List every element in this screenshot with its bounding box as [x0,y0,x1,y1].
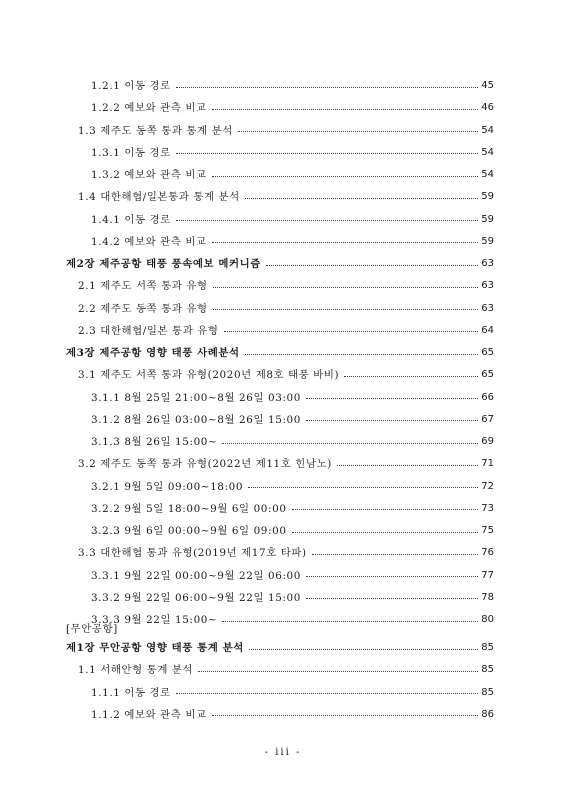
dot-leader [312,554,479,555]
toc-page-number: 85 [481,642,494,653]
page-number: - iii - [264,747,302,758]
toc-entry-label: 제3장 제주공항 영향 태풍 사례분석 [66,347,240,359]
toc-entry-label: 2.2 제주도 동쪽 통과 유형 [78,302,208,315]
toc-entry-label: 1.1.1 이동 경로 [91,686,171,699]
toc-page-number: 59 [481,235,494,247]
dot-leader [176,693,478,694]
toc-entry-label: 1.3.1 이동 경로 [91,146,171,159]
toc-page-number: 59 [481,191,494,203]
toc-page-number: 75 [481,525,494,536]
toc-page-number: 46 [481,102,494,114]
dot-leader [249,649,478,650]
toc-page-number: 65 [481,369,494,381]
toc-entry-label: 3.1.1 8월 25일 21:00~8월 26일 03:00 [91,391,301,404]
toc-entry-label: 1.1.2 예보와 관측 비교 [91,708,207,721]
toc-page-number: 76 [481,547,494,559]
toc-page-number: 59 [481,213,494,225]
dot-leader [306,576,478,577]
toc-page-number: 80 [481,614,494,625]
dot-leader [176,87,478,88]
toc-entry-row [91,390,494,406]
toc-page-number: 54 [481,146,494,158]
toc-page-number: 54 [481,124,494,136]
toc-chapter-row [66,256,494,272]
toc-entry-row [91,167,494,183]
toc-entry-label: 1.4.2 예보와 관측 비교 [91,235,207,248]
toc-entry-row [78,662,494,678]
toc-page-number: 64 [481,324,494,336]
toc-entry-row [91,212,494,228]
toc-chapter-row [66,345,494,361]
toc-entry-label: 3.1.2 8월 26일 03:00~8월 26일 15:00 [91,413,301,426]
toc-page-number: 85 [481,664,494,676]
toc-entry-row [78,123,494,139]
dot-leader [306,598,478,599]
toc-page-number: 54 [481,169,494,180]
toc-entry-label: 3.2.3 9월 6일 00:00~9월 6일 09:00 [91,525,287,537]
toc-entry-label: 3.2.1 9월 5일 09:00~18:00 [91,480,244,493]
toc-entry-row [91,434,494,450]
toc-entry-row [78,545,494,561]
toc-entry-label: 1.2.2 예보와 관측 비교 [91,102,207,115]
toc-entry-row [78,323,494,339]
toc-page-number: 63 [481,280,494,292]
toc-entry-row [78,278,494,294]
toc-entry-row [78,301,494,317]
toc-chapter-row [66,640,494,656]
dot-leader [266,265,478,266]
dot-leader [212,242,479,243]
toc-entry-label: 3.2 제주도 동쪽 통과 유형(2022년 제11호 힌남노) [78,458,332,471]
toc-entry-row [78,189,494,205]
toc-entry-row [91,234,494,250]
toc-entry-label: 3.3.3 9월 22일 15:00~ [91,614,218,626]
toc-entry-label: 3.1.3 8월 26일 15:00~ [91,436,218,448]
dot-leader [213,287,479,288]
toc-page-number: 45 [481,80,494,91]
toc-entry-label: 1.3.2 예보와 관측 비교 [91,169,207,181]
toc-entry-label: 3.3 대한해협 통과 유형(2019년 제17호 타파) [78,547,307,560]
dot-leader [337,465,478,466]
toc-entry-row [91,707,494,723]
toc-page-number: 67 [481,413,494,425]
dot-leader [306,398,478,399]
dot-leader [245,354,479,355]
toc-page-number: 86 [481,708,494,720]
section-header: [무안공항] [66,623,118,635]
toc-entry-row [91,78,494,94]
toc-entry-row [91,479,494,495]
toc-entry-row [91,590,494,606]
dot-leader [292,532,479,533]
toc-page-number: 71 [481,458,494,470]
toc-page-number: 85 [481,686,494,698]
dot-leader [212,176,479,177]
dot-leader [238,131,478,132]
toc-entry-label: 2.1 제주도 서쪽 통과 유형 [78,280,208,293]
toc-page-number: 66 [481,391,494,403]
toc-entry-label: 1.3 제주도 동쪽 통과 통계 분석 [78,124,233,137]
toc-page-number: 65 [481,347,494,358]
dot-leader [306,420,478,421]
toc-entry-row [91,412,494,428]
toc-page-number: 69 [481,436,494,447]
toc-entry-label: 3.1 제주도 서쪽 통과 유형(2020년 제8호 태풍 바비) [78,369,340,382]
dot-leader [222,443,478,444]
toc-entry-row [91,145,494,161]
toc-page-number: 78 [481,591,494,603]
toc-entry-label: 2.3 대한해협/일본 통과 유형 [78,324,219,337]
dot-leader [245,198,478,199]
toc-entry-row [91,100,494,116]
toc-page-number: 63 [481,258,494,269]
toc-entry-label: 제1장 무안공항 영향 태풍 통계 분석 [66,642,244,654]
dot-leader [213,309,479,310]
toc-entry-label: 제2장 제주공항 태풍 풍속예보 메커니즘 [66,258,261,270]
toc-entry-label: 3.3.2 9월 22일 06:00~9월 22일 15:00 [91,591,301,604]
dot-leader [212,715,479,716]
dot-leader [248,487,478,488]
dot-leader [212,109,479,110]
toc-entry-row [91,523,494,539]
dot-leader [176,220,478,221]
dot-leader [176,153,478,154]
toc-page-number: 63 [481,302,494,314]
toc-entry-label: 1.4.1 이동 경로 [91,213,171,226]
toc-entry-label: 1.2.1 이동 경로 [91,80,171,92]
dot-leader [292,509,479,510]
dot-leader [222,621,478,622]
dot-leader [198,671,478,672]
toc-page-number: 72 [481,480,494,492]
toc-page-number: 77 [481,569,494,581]
dot-leader [344,376,478,377]
toc-entry-row [78,456,494,472]
toc-entry-label: 1.1 서해안형 통계 분석 [78,664,194,677]
toc-entry-row [91,685,494,701]
toc-entry-label: 1.4 대한해협/일본통과 통계 분석 [78,191,240,204]
toc-entry-label: 3.3.1 9월 22일 00:00~9월 22일 06:00 [91,569,301,582]
toc-entry-row [91,568,494,584]
toc-entry-label: 3.2.2 9월 5일 18:00~9월 6일 00:00 [91,502,287,515]
toc-entry-row [78,367,494,383]
dot-leader [224,331,479,332]
toc-entry-row [91,501,494,517]
toc-entry-row [91,612,494,628]
toc-page-number: 73 [481,502,494,514]
